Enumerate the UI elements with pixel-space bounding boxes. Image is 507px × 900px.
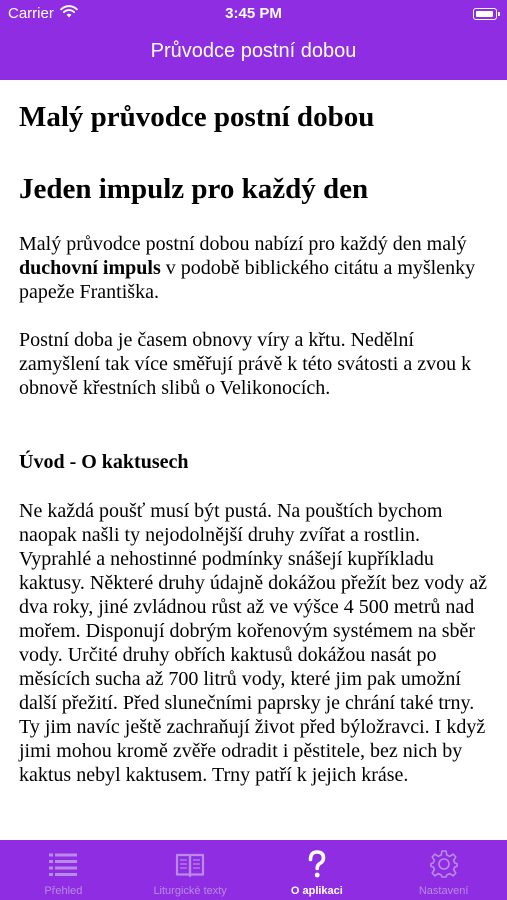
gear-icon	[429, 849, 459, 879]
question-mark-icon	[302, 849, 332, 879]
tab-liturgicke-texty[interactable]	[127, 840, 254, 900]
header	[0, 0, 507, 80]
section-heading: Úvod - O kaktusech	[19, 451, 189, 473]
tab-label-liturgicke-texty: Liturgické texty	[153, 885, 227, 897]
tab-o-aplikaci[interactable]	[254, 840, 381, 900]
lent-paragraph: Postní doba je časem obnovy víry a křtu. Nedělní zamyšlení tak více směřují právě k této svátosti a zvou k obnově křestních slibů o Velikonocích.	[19, 329, 472, 399]
tab-label-prehled: Přehled	[44, 885, 83, 897]
page-subtitle: Jeden impulz pro každý den	[19, 173, 369, 205]
battery-icon	[473, 8, 497, 20]
carrier-label: Carrier	[8, 5, 54, 22]
intro-bold-text: duchovní impuls	[19, 257, 161, 279]
page-title: Malý průvodce postní dobou	[19, 101, 375, 133]
tab-nastaveni[interactable]	[380, 840, 507, 900]
section-body-paragraph: Ne každá poušť musí být pustá. Na pouštích bychom naopak našli ty nejodolnější druhy zvířat a rostlin. Vyprahlé a nehostinné podmínky snášejí kupříkladu kaktusy. Některé druhy údajně dokážou přežít bez vody až dva roky, jiné zvládnou růst až ve výšce 4 500 metrů nad mořem. Disponují dobrým kořenovým systémem na sběr vody. Určité druhy obřích kaktusů dokážou nasát po měsících sucha až 700 litrů vody, které jim pak umožní další přežití. Před slunečními paprsky je chrání také trny. Ty jim navíc ještě zachraňují život před býložravci. I když jimi mohou kromě zvěře odradit i pěstitele, bez nich by kaktus nebyl kaktusem. Trny patří k jejich kráse.	[19, 500, 487, 786]
intro-paragraph	[19, 232, 489, 304]
tab-prehled[interactable]	[0, 840, 127, 900]
status-time: 3:45 PM	[225, 5, 282, 22]
content-scroll-area[interactable]	[0, 80, 507, 840]
intro-text-start: Malý průvodce postní dobou nabízí pro každý den malý	[19, 233, 467, 255]
list-icon	[48, 849, 78, 879]
tab-label-nastaveni: Nastavení	[418, 885, 469, 897]
intro-text-end: v podobě biblického citátu a myšlenky papeže Františka.	[19, 257, 476, 303]
nav-title: Průvodce postní dobou	[150, 40, 357, 62]
content-body	[0, 80, 507, 787]
tab-bar	[0, 840, 507, 900]
status-bar	[0, 0, 507, 28]
book-icon	[175, 849, 205, 879]
tab-label-o-aplikaci: O aplikaci	[290, 885, 343, 897]
